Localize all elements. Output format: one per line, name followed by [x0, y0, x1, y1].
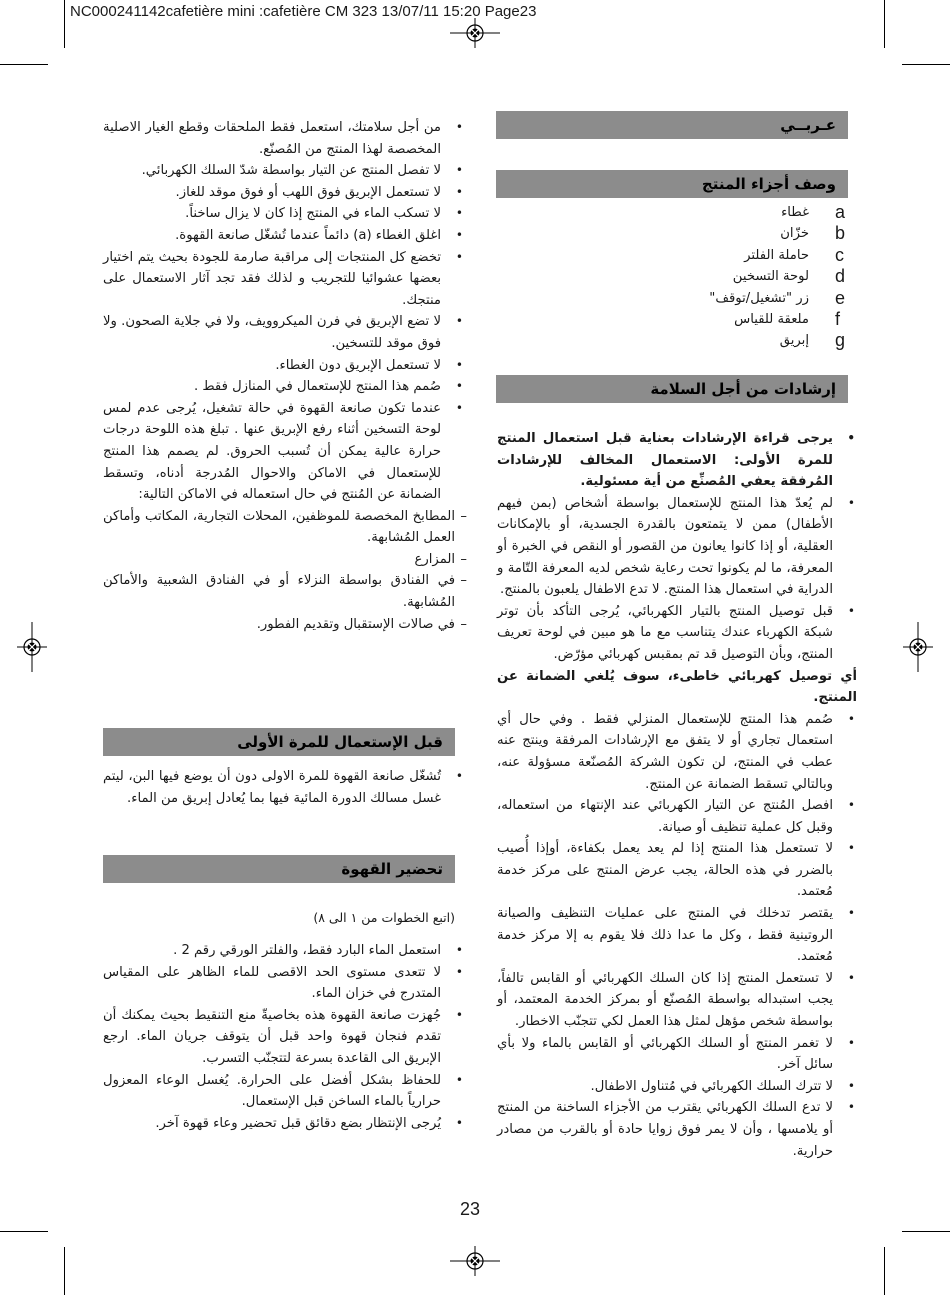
part-name: لوحة التسخين	[732, 269, 809, 285]
list-item: • لم يُعدّ هذا المنتج للإستعمال بواسطة أشخاص (بمن فيهم الأطفال) ممن لا يتمتعون بالقدرة الجسدية، أو بالإمكانات العقلية، أو إذا كانوا يعانون من القصور أو النقص في الخبرة أو المعرفة، ما لم يكونوا تحت رعاية شخص لديه المعرفة التّامة و الدراية في استعمال هذا المنتج. لا تدع الاطفال يلعبون بالمنتج.	[497, 493, 847, 601]
list-item: • جُهزت صانعة القهوة هذه بخاصيةّ منع التنقيط بحيث يمكنك أن تقدم فنجان قهوة واحد قبل أن يتوقف جريان الماء. ارجع الإبريق الى القاعدة بسرعة لتتجنّب التسرب.	[103, 1005, 455, 1070]
list-item: • لا تستعمل هذا المنتج إذا لم يعد يعمل بكفاءة، أوإذا أُصيب بالضرر في هذه الحالة، يجب عرض المنتج على مركز خدمة مُعتمد.	[497, 838, 847, 903]
list-item: • يرجى قراءة الإرشادات بعناية قبل استعمال المنتج للمرة الأولى: الاستعمال المخالف للإرشادات المُرفقة يعفي المُصنِّع من أية مسئولية.	[497, 428, 847, 493]
list-item: • صُمم هذا المنتج للإستعمال في المنازل فقط .	[103, 376, 455, 398]
list-item: • للحفاظ بشكل أفضل على الحرارة. يُغسل الوعاء المعزول حرارياً بالماء الساخن قبل الإستعمال.	[103, 1070, 455, 1113]
list-item: • لا تغمر المنتج أو السلك الكهربائي أو القابس بالماء ولا بأي سائل آخر.	[497, 1033, 847, 1076]
crop-mark	[0, 1231, 48, 1232]
registration-mark-icon	[17, 622, 47, 672]
page-number: 23	[460, 1199, 481, 1219]
safety-list-continued	[497, 709, 847, 1162]
language-title: عـربــي	[496, 111, 848, 139]
list-item: • افصل المُنتج عن التيار الكهربائي عند الإنتهاء من استعماله، وقبل كل عملية تنظيف أو صيانة.	[497, 795, 847, 838]
part-row	[497, 266, 847, 287]
part-letter: e	[835, 287, 846, 308]
part-row	[497, 202, 847, 223]
list-item: • لا تستعمل الإبريق دون الغطاء.	[103, 355, 455, 377]
registration-mark-icon	[903, 622, 933, 672]
list-item: – في صالات الإستقبال وتقديم الفطور.	[256, 616, 467, 632]
crop-mark	[64, 0, 65, 48]
part-letter: g	[835, 330, 846, 351]
list-item: • يُرجى الإنتظار بضع دقائق قبل تحضير وعاء قهوة آخر.	[103, 1113, 455, 1135]
list-item: – المزارع	[414, 551, 467, 567]
list-item: • تُشغّل صانعة القهوة للمرة الاولى دون أن يوضع فيها البن، ليتم غسل مسالك الدورة المائية فيها بما يُعادل إبريق من الماء.	[103, 766, 455, 809]
part-row	[497, 330, 847, 351]
list-item: • صُمم هذا المنتج للإستعمال المنزلي فقط . وفي حال أي استعمال تجاري أو لا يتفق مع الإرشادات المرفقة وينتج عنه عطب في المنتج، لن تكون الشركة المُصنّعة مسؤولة عنه، وبالتالي تسقط الضمانة عن المنتج.	[497, 709, 847, 795]
list-item: • لا تفصل المنتج عن التيار بواسطة شدّ السلك الكهربائي.	[103, 160, 455, 182]
part-row	[497, 309, 847, 330]
crop-mark	[902, 1231, 950, 1232]
coffee-section-title: تحضير القهوة	[103, 855, 455, 883]
list-item: • يقتصر تدخلك في المنتج على عمليات التنظيف والصيانة الروتينية فقط ، وكل ما عدا ذلك فلا يقوم به إلا مركز خدمة مُعتمد.	[497, 903, 847, 968]
coffee-list	[103, 940, 455, 1134]
list-item: • لا تضع الإبريق في فرن الميكروويف، ولا في جلاية الصحون. ولا فوق موقد للتسخين.	[103, 311, 455, 354]
list-item: • لا تتعدى مستوى الحد الاقصى للماء الظاهر على المقياس المتدرج في خزان الماء.	[103, 962, 455, 1005]
registration-mark-icon	[450, 1246, 500, 1276]
part-name: زر "تشغيل/توقف"	[709, 290, 809, 306]
part-row	[497, 288, 847, 309]
list-item: • لا تترك السلك الكهربائي في مُتناول الاطفال.	[497, 1076, 847, 1098]
safety-list	[497, 428, 847, 666]
part-name: حاملة الفلتر	[744, 247, 809, 263]
list-item: • من أجل سلامتك، استعمل فقط الملحقات وقطع الغيار الاصلية المخصصة لهذا المنتج من المُصنّع.	[103, 117, 455, 160]
part-name: خزّان	[780, 226, 809, 242]
coffee-instructions	[103, 940, 455, 1134]
list-item: • لا تدع السلك الكهربائي يقترب من الأجزاء الساخنة من المنتج أو يلامسها ، وأن لا يمر فوق زوايا حادة أو بالقرب من مصادر حرارية.	[497, 1097, 847, 1162]
part-row	[497, 223, 847, 244]
print-header: NC000241142cafetière mini :cafetière CM 323 13/07/11 15:20 Page23	[70, 3, 537, 20]
part-row	[497, 245, 847, 266]
safety-instructions	[497, 428, 857, 1162]
list-item: • لا تستعمل الإبريق فوق اللهب أو فوق موقد للغاز.	[103, 182, 455, 204]
registration-mark-icon	[450, 18, 500, 48]
crop-mark	[64, 1247, 65, 1295]
crop-mark	[902, 64, 950, 65]
part-letter: a	[835, 202, 846, 222]
list-item: • لا تستعمل المنتج إذا كان السلك الكهربائي أو القابس تالفاً، يجب استبداله بواسطة المُصنّع أو بمركز الخدمة المعتمد، أو بواسطة شخص مؤهل لمثل هذا العمل لكي تتجنّب الاخطار.	[497, 968, 847, 1033]
crop-mark	[884, 0, 885, 48]
part-name: إبريق	[779, 333, 809, 349]
part-letter: c	[835, 244, 844, 265]
list-item: • تخضع كل المنتجات إلى مراقبة صارمة للجودة بحيث يتم اختيار بعضها عشوائيا للتجريب و لذلك فقد تجد آثار الاستعمال على منتجك.	[103, 247, 455, 312]
parts-list	[497, 202, 847, 352]
crop-mark	[884, 1247, 885, 1295]
warning-line: أي توصيل كهربائي خاطىء، سوف يُلغي الضمانة عن المنتج.	[497, 668, 857, 706]
safety-list	[103, 117, 455, 506]
list-item: – في الفنادق بواسطة النزلاء أو في الفنادق الشعبية والأماكن المُشابهة.	[103, 573, 467, 611]
first-use-list	[103, 766, 455, 809]
part-letter: d	[835, 266, 846, 287]
list-item: • اغلق الغطاء (a) دائماً عندما تُشغّل صانعة القهوة.	[103, 225, 455, 247]
excluded-places-list	[103, 506, 467, 636]
list-item: – المطابخ المخصصة للموظفين، المحلات التجارية، المكاتب وأماكن العمل المُشابهة.	[103, 508, 467, 546]
parts-section-title: وصف أجزاء المنتج	[496, 170, 848, 198]
safety-section-title: إرشادات من أجل السلامة	[496, 375, 848, 403]
safety-instructions-continued	[103, 117, 467, 635]
list-item: • لا تسكب الماء في المنتج إذا كان لا يزال ساخناً.	[103, 203, 455, 225]
crop-mark	[0, 64, 48, 65]
part-letter: f	[835, 308, 841, 329]
list-item: • عندما تكون صانعة القهوة في حالة تشغيل، يُرجى عدم لمس لوحة التسخين أثناء رفع الإبريق عنها . تبلغ هذه اللوحة درجات حرارة عالية يمكن أن تُسبب الحروق. لم يصمم هذا المنتج للإستعمال في الاماكن والاحوال المُدرجة أدناه، وتسقط الضمانة عن المُنتج في حال استعماله في الاماكن التالية:	[103, 398, 455, 506]
part-name: ملعقة للقياس	[734, 311, 809, 327]
steps-note: (اتبع الخطوات من ١ الى ٨)	[313, 910, 455, 925]
first-use-section-title: قبل الإستعمال للمرة الأولى	[103, 728, 455, 756]
first-use-instructions	[103, 766, 455, 809]
list-item: • قبل توصيل المنتج بالتيار الكهربائي، يُرجى التأكد بأن توتر شبكة الكهرباء عندك يتناسب مع ما هو مبين في لوحة تعريف المنتج، وبأن التوصيل قد تم بمقبس كهربائي مؤرّض.	[497, 601, 847, 666]
part-letter: b	[835, 223, 846, 244]
part-name: غطاء	[781, 205, 809, 220]
list-item: • استعمل الماء البارد فقط، والفلتر الورقي رقم 2 .	[103, 940, 455, 962]
